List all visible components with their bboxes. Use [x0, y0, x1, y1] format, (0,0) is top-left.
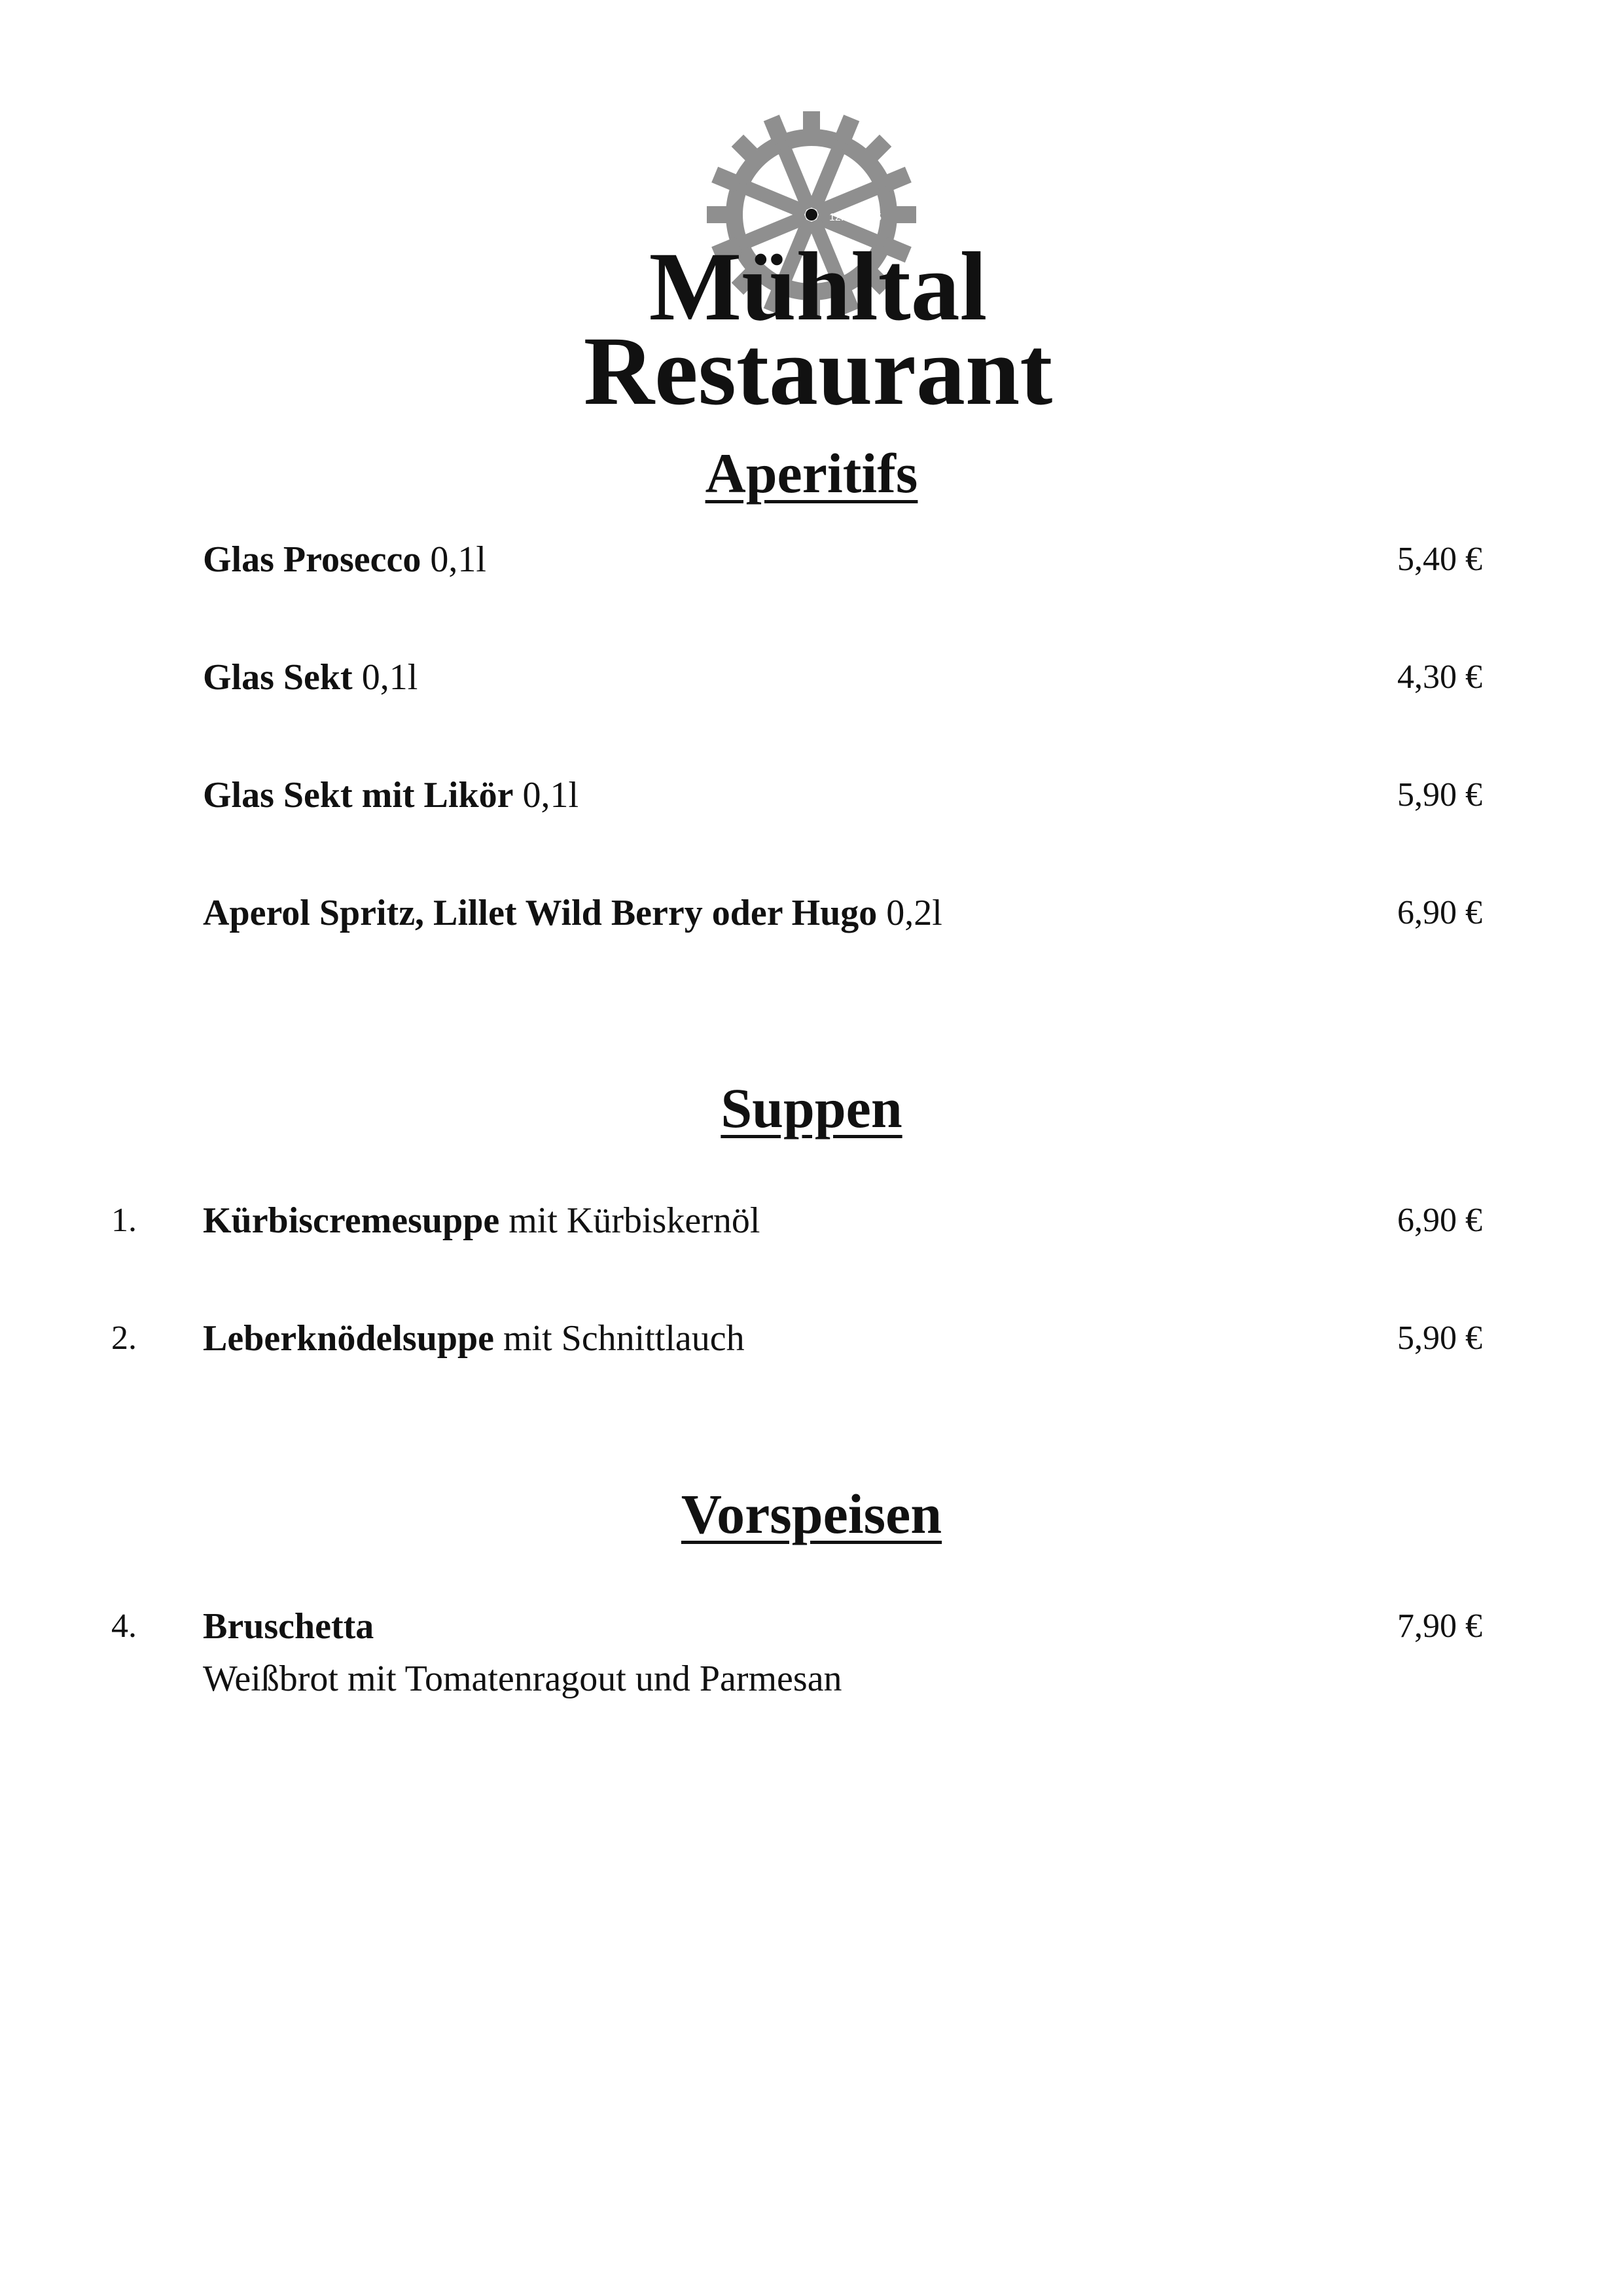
item-detail: 0,1l	[513, 775, 579, 816]
item-name: Glas Sekt	[203, 657, 353, 698]
logo-title-muehltal: Mühltal	[649, 232, 988, 341]
item-price: 7,90 €	[1397, 1607, 1482, 1645]
menu-item	[0, 1194, 1623, 1247]
item-price: 6,90 €	[1397, 1202, 1482, 1239]
section-title-suppen: Suppen	[721, 1077, 902, 1139]
item-detail: 0,2l	[877, 893, 942, 933]
wheel-tooth	[890, 206, 916, 223]
logo-title-restaurant: Restaurant	[583, 317, 1053, 419]
item-name: Glas Sekt mit Likör	[203, 775, 514, 816]
item-name: Leberknödelsuppe	[203, 1318, 494, 1359]
menu-item	[0, 533, 1623, 586]
item-detail: mit Schnittlauch	[494, 1318, 745, 1359]
wheel-tooth	[803, 111, 820, 136]
restaurant-logo	[537, 111, 1099, 419]
item-name: Glas Prosecco	[203, 539, 421, 580]
item-price: 5,40 €	[1397, 541, 1482, 578]
menu-item	[0, 651, 1623, 704]
section-title-vorspeisen: Vorspeisen	[681, 1482, 942, 1545]
item-name: Aperol Spritz, Lillet Wild Berry oder Hugo	[203, 893, 878, 933]
wheel-tooth	[707, 206, 733, 223]
menu-item	[0, 887, 1623, 939]
logo-date-stamp: 12.10.2025	[829, 212, 882, 223]
item-number: 4.	[111, 1607, 137, 1645]
item-detail: 0,1l	[352, 657, 418, 698]
item-name: Bruschetta	[203, 1606, 374, 1647]
menu-item	[0, 1600, 1623, 1712]
menu-item	[0, 769, 1623, 821]
item-price: 5,90 €	[1397, 776, 1482, 814]
item-price: 5,90 €	[1397, 1319, 1482, 1357]
item-price: 6,90 €	[1397, 894, 1482, 931]
item-detail: 0,1l	[421, 539, 486, 580]
menu-item	[0, 1312, 1623, 1365]
item-number: 2.	[111, 1319, 137, 1357]
item-description: Weißbrot mit Tomatenragout und Parmesan	[203, 1659, 842, 1699]
section-title-aperitifs: Aperitifs	[705, 442, 918, 505]
item-number: 1.	[111, 1202, 137, 1239]
item-detail: mit Kürbiskernöl	[499, 1200, 760, 1241]
item-name: Kürbiscremesuppe	[203, 1200, 500, 1241]
item-price: 4,30 €	[1397, 658, 1482, 696]
